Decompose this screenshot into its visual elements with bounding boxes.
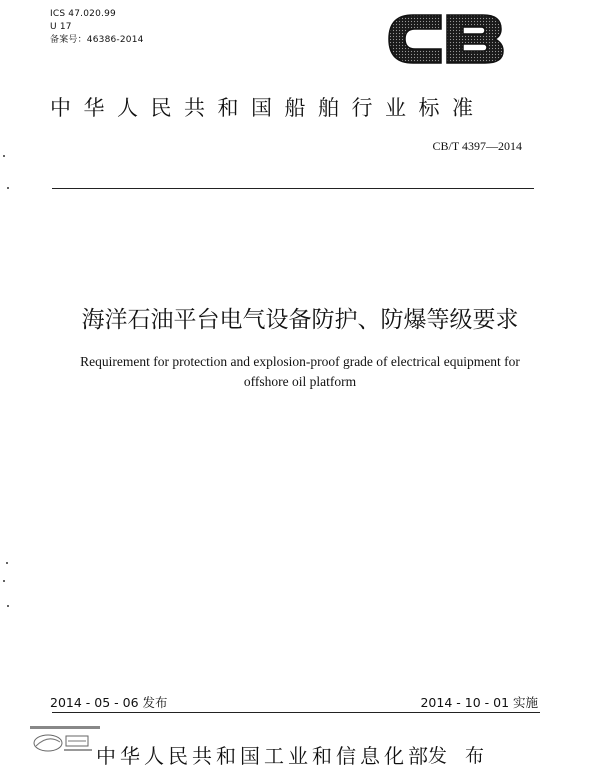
classification-code: U 17: [50, 22, 72, 32]
top-divider: [52, 188, 534, 189]
scan-speck: [7, 187, 9, 189]
record-number: 备案号：46386-2014: [50, 35, 144, 45]
issue-label: 发 布: [428, 745, 491, 767]
issuing-authority: 中华人民共和国工业和信息化部: [96, 744, 432, 768]
document-title-en: [40, 352, 560, 392]
release-date: 2014 - 05 - 06 发布: [50, 695, 168, 710]
cb-logo: [383, 5, 509, 73]
standard-type-heading: 中华人民共和国船舶行业标准: [50, 96, 486, 120]
scan-speck: [3, 580, 5, 582]
ics-code: ICS 47.020.99: [50, 9, 116, 19]
effective-date: 2014 - 10 - 01 实施: [420, 695, 538, 710]
scan-speck: [3, 155, 5, 157]
document-title-cn: 海洋石油平台电气设备防护、防爆等级要求: [81, 307, 519, 333]
meta-block: [50, 8, 144, 47]
scan-speck: [6, 562, 8, 564]
scan-speck: [7, 605, 9, 607]
title-en-line1: Requirement for protection and explosion-proof grade of electrical equipment for: [80, 354, 520, 369]
bottom-divider: [52, 712, 540, 713]
title-en-line2: offshore oil platform: [243, 374, 357, 389]
standard-code: CB/T 4397—2014: [432, 139, 522, 153]
stamp-mark: [28, 724, 102, 756]
